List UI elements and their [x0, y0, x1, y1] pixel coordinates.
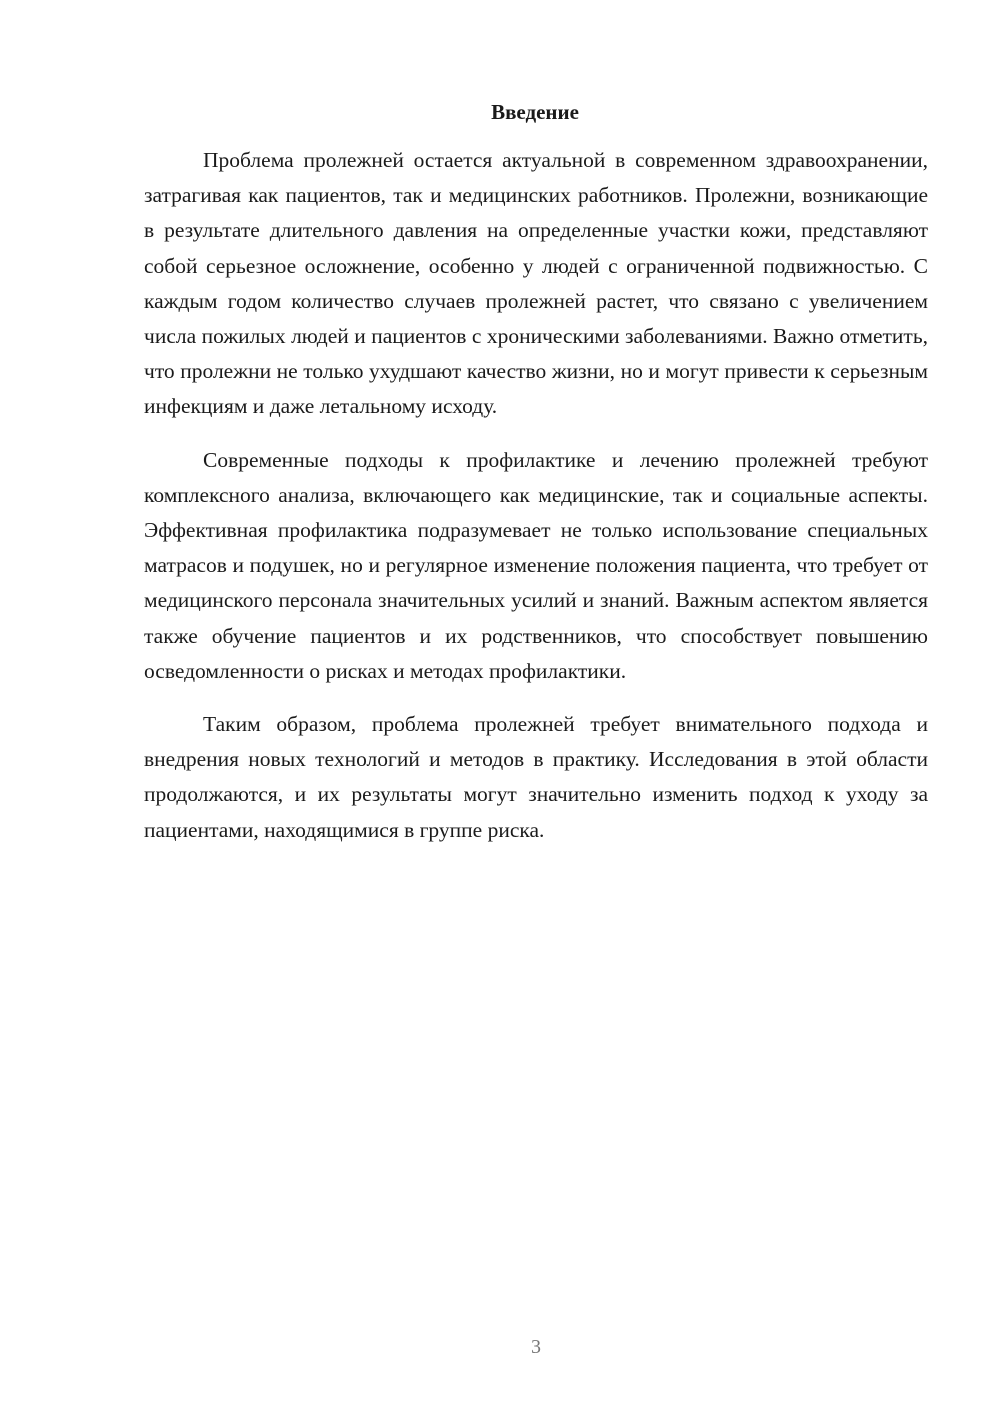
- paragraph: Таким образом, проблема пролежней требует внимательного подхода и внедрения новых технологий и методов в практику. Исследования в этой области продолжаются, и их результаты могут значительно изменить подход к уходу за пациентами, находящимися в группе риска.: [144, 712, 928, 842]
- paragraph: Современные подходы к профилактике и лечению пролежней требуют комплексного анализа, включающего как медицинские, так и социальные аспекты. Эффективная профилактика подразумевает не только использование специальных матрасов и подушек, но и регулярное изменение положения пациента, что требует от медицинского персонала значительных усилий и знаний. Важным аспектом является также обучение пациентов и их родственников, что способствует повышению осведомленности о рисках и методах профилактики.: [144, 447, 928, 683]
- page-number: 3: [531, 1336, 541, 1358]
- paragraph: Проблема пролежней остается актуальной в современном здравоохранении, затрагивая как пациентов, так и медицинских работников. Пролежни, возникающие в результате длительного давления на определенные участки кожи, представляют собой серьезное осложнение, особенно у людей с ограниченной подвижностью. С каждым годом количество случаев пролежней растет, что связано с увеличением числа пожилых людей и пациентов с хроническими заболеваниями. Важно отметить, что пролежни не только ухудшают качество жизни, но и могут привести к серьезным инфекциям и даже летальному исходу.: [144, 148, 928, 419]
- page-title: Введение: [491, 100, 579, 124]
- body-text: [144, 143, 928, 866]
